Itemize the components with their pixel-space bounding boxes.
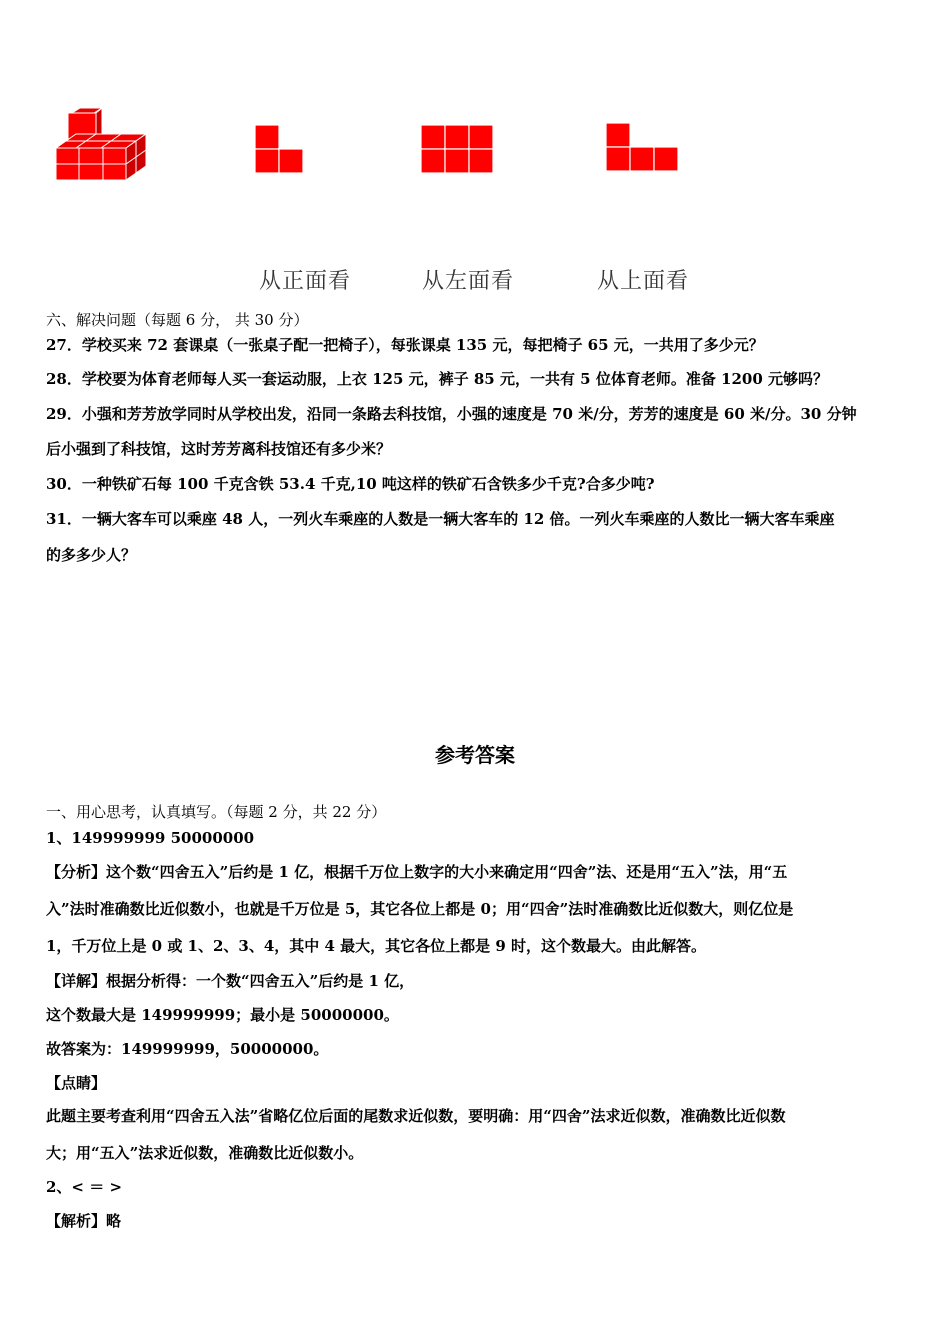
question-31-line2: 的多多少人？ <box>46 546 137 564</box>
answer-1-detail-line2: 这个数最大是 149999999；最小是 50000000。 <box>46 1006 399 1024</box>
label-left-view: 从左面看 <box>422 269 515 294</box>
answer-1-dianjing-line2: 大；用“五入”法求近似数，准确数比近似数小。 <box>46 1144 364 1162</box>
answers-section1-heading: 一、用心思考，认真填写。（每题 2 分，共 22 分） <box>46 803 387 821</box>
answer-1-detail-line3: 故答案为：149999999，50000000。 <box>46 1040 329 1058</box>
top-view-shape <box>605 122 681 174</box>
question-29-line1: 29．小强和芳芳放学同时从学校出发，沿同一条路去科技馆，小强的速度是 70 米/分，芳芳的速度是 60 米/分。30 分钟 <box>46 405 857 423</box>
question-27: 27．学校买来 72 套课桌（一张桌子配一把椅子），每张课桌 135 元，每把椅子 65 元，一共用了多少元？ <box>46 336 764 354</box>
question-31-line1: 31．一辆大客车可以乘座 48 人，一列火车乘座的人数是一辆大客车的 12 倍。一列火车乘座的人数比一辆大客车乘座 <box>46 510 835 528</box>
section6-heading: 六、解决问题（每题 6 分， 共 30 分） <box>46 311 309 329</box>
solid-figure-3d <box>52 108 152 184</box>
answer-1-header: 1、149999999 50000000 <box>46 829 255 847</box>
question-29-line2: 后小强到了科技馆，这时芳芳离科技馆还有多少米？ <box>46 440 392 458</box>
label-top-view: 从上面看 <box>597 269 690 294</box>
answer-1-analysis-line3: 1，千万位上是 0 或 1、2、3、4，其中 4 最大，其它各位上都是 9 时，这个数最大。由此解答。 <box>46 937 707 955</box>
answers-title: 参考答案 <box>435 743 515 767</box>
answer-2-analysis: 【解析】略 <box>46 1212 122 1230</box>
answer-1-analysis-line1: 【分析】这个数“四舍五入”后约是 1 亿，根据千万位上数字的大小来确定用“四舍”法、还是用“五入”法，用“五 <box>46 863 788 881</box>
answer-1-dianjing-line1: 此题主要考查利用“四舍五入法”省略亿位后面的尾数求近似数，要明确：用“四舍”法求近似数，准确数比近似数 <box>46 1107 786 1125</box>
label-front-view: 从正面看 <box>259 269 352 294</box>
answer-1-detail-line1: 【详解】根据分析得：一个数“四舍五入”后约是 1 亿， <box>46 972 415 990</box>
answer-1-analysis-line2: 入”法时准确数比近似数小，也就是千万位是 5，其它各位上都是 0；用“四舍”法时准确数比近似数大，则亿位是 <box>46 900 794 918</box>
question-30: 30．一种铁矿石每 100 千克含铁 53.4 千克,10 吨这样的铁矿石含铁多少千克?合多少吨? <box>46 475 655 493</box>
front-view-shape <box>254 124 306 176</box>
answer-2-header: 2、< ＝ > <box>46 1178 123 1196</box>
left-view-shape <box>420 124 496 176</box>
answer-1-dianjing: 【点睛】 <box>46 1074 107 1092</box>
question-28: 28．学校要为体育老师每人买一套运动服，上衣 125 元，裤子 85 元，一共有 5 位体育老师。准备 1200 元够吗？ <box>46 370 829 388</box>
